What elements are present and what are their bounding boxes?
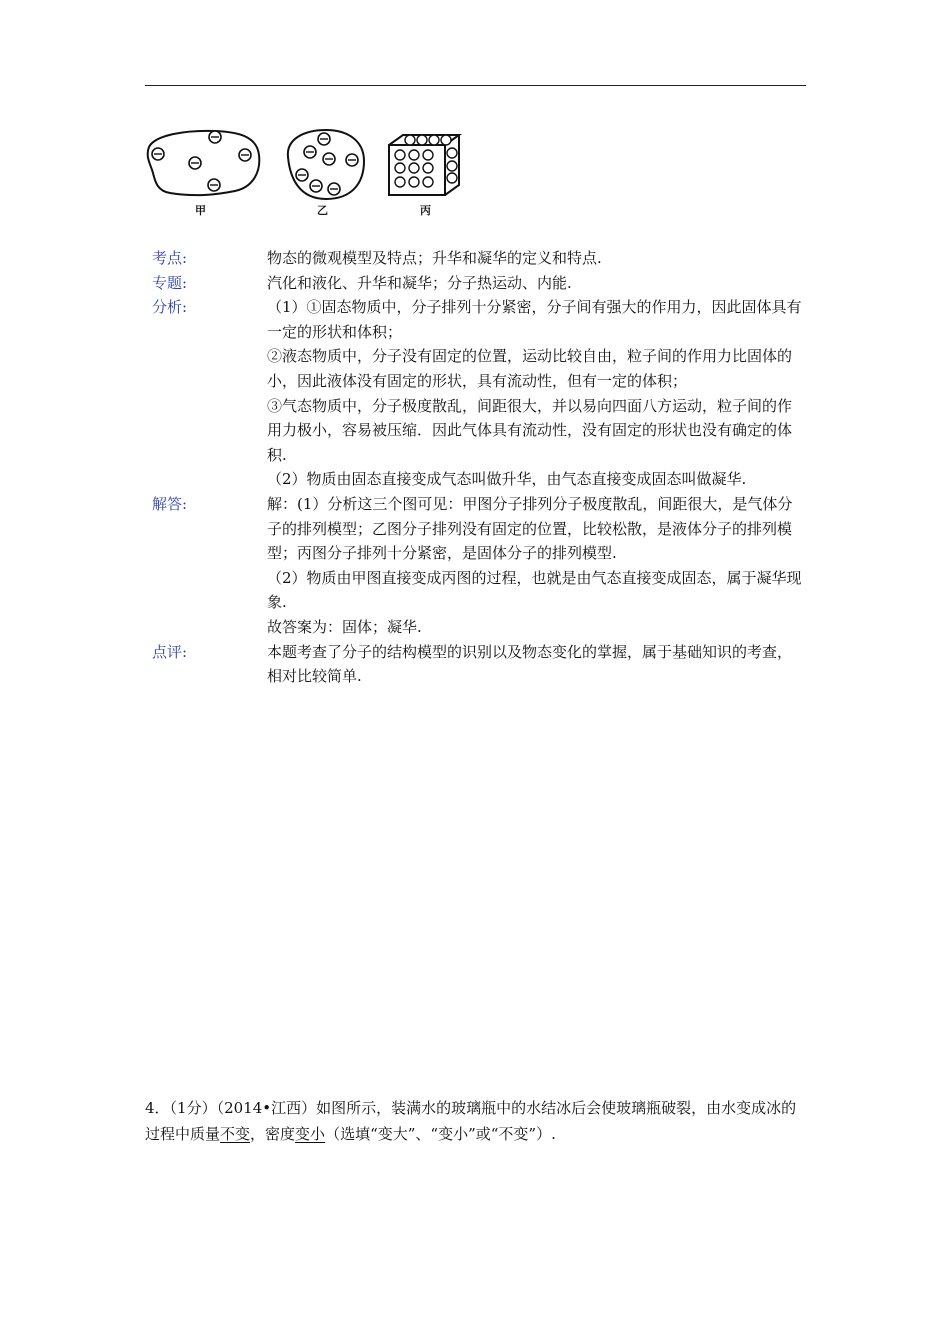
label-zhuanti: 专题: xyxy=(152,273,188,292)
figure-label-bing: 丙 xyxy=(420,204,431,217)
text-zhuanti: 汽化和液化、升华和凝华；分子热运动、内能. xyxy=(267,273,572,292)
liquid-molecules-icon xyxy=(282,127,368,203)
text-jieda-2: （2）物质由甲图直接变成丙图的过程，也就是由气态直接变成固态，属于凝华现象. xyxy=(267,568,802,612)
question-4 xyxy=(145,1095,810,1147)
figure-label-yi: 乙 xyxy=(317,204,328,217)
text-jieda-3: 故答案为：固体；凝华. xyxy=(267,617,422,636)
label-dianping: 点评: xyxy=(152,642,188,661)
text-fenxi-3: ③气态物质中，分子极度散乱，间距很大，并以易向四面八方运动，粒子间的作用力极小，容易被压缩．因此气体具有流动性，没有固定的形状也没有确定的体积. xyxy=(267,396,793,464)
row-kaodian xyxy=(152,246,802,271)
row-zhuanti xyxy=(152,271,802,296)
text-jieda-1: 解：(1）分析这三个图可见：甲图分子排列分子极度散乱，间距很大，是气体分子的排列模型；乙图分子排列没有固定的位置，比较松散，是液体分子的排列模型；丙图分子排列十分紧密，是固体分子的排列模型. xyxy=(267,494,793,563)
answer-density: 变小 xyxy=(295,1125,326,1143)
analysis-section xyxy=(152,246,802,689)
label-fenxi: 分析: xyxy=(152,298,188,317)
gas-molecules-icon xyxy=(145,127,265,201)
figure-label-jia: 甲 xyxy=(195,204,206,217)
text-fenxi-1: （1）①固态物质中，分子排列十分紧密，分子间有强大的作用力，因此固体具有一定的形状和体积； xyxy=(267,298,802,341)
text-fenxi-4: （2）物质由固态直接变成气态叫做升华，由气态直接变成固态叫做凝华. xyxy=(267,470,747,489)
row-dianping xyxy=(152,640,802,689)
label-jieda: 解答: xyxy=(152,494,188,513)
label-kaodian: 考点: xyxy=(152,249,188,267)
text-dianping: 本题考查了分子的结构模型的识别以及物态变化的掌握，属于基础知识的考查，相对比较简单. xyxy=(267,642,793,686)
row-jieda xyxy=(152,492,802,640)
question-suffix: （选填“变大”、“变小”或“不变”）. xyxy=(325,1125,556,1143)
question-prefix: 4．（1分）（2014•江西）如图所示，装满水的玻璃瓶中的水结冰后会使玻璃瓶破裂，由水变成冰的过程中质量 xyxy=(145,1099,797,1143)
solid-lattice-icon xyxy=(385,131,465,199)
header-rule xyxy=(145,85,806,86)
row-fenxi xyxy=(152,295,802,492)
question-middle: ，密度 xyxy=(250,1125,296,1143)
text-kaodian: 物态的微观模型及特点；升华和凝华的定义和特点. xyxy=(267,249,602,267)
text-fenxi-2: ②液态物质中，分子没有固定的位置，运动比较自由，粒子间的作用力比固体的小，因此液体没有固定的形状，具有流动性，但有一定的体积； xyxy=(267,347,793,390)
answer-mass: 不变 xyxy=(220,1125,251,1143)
